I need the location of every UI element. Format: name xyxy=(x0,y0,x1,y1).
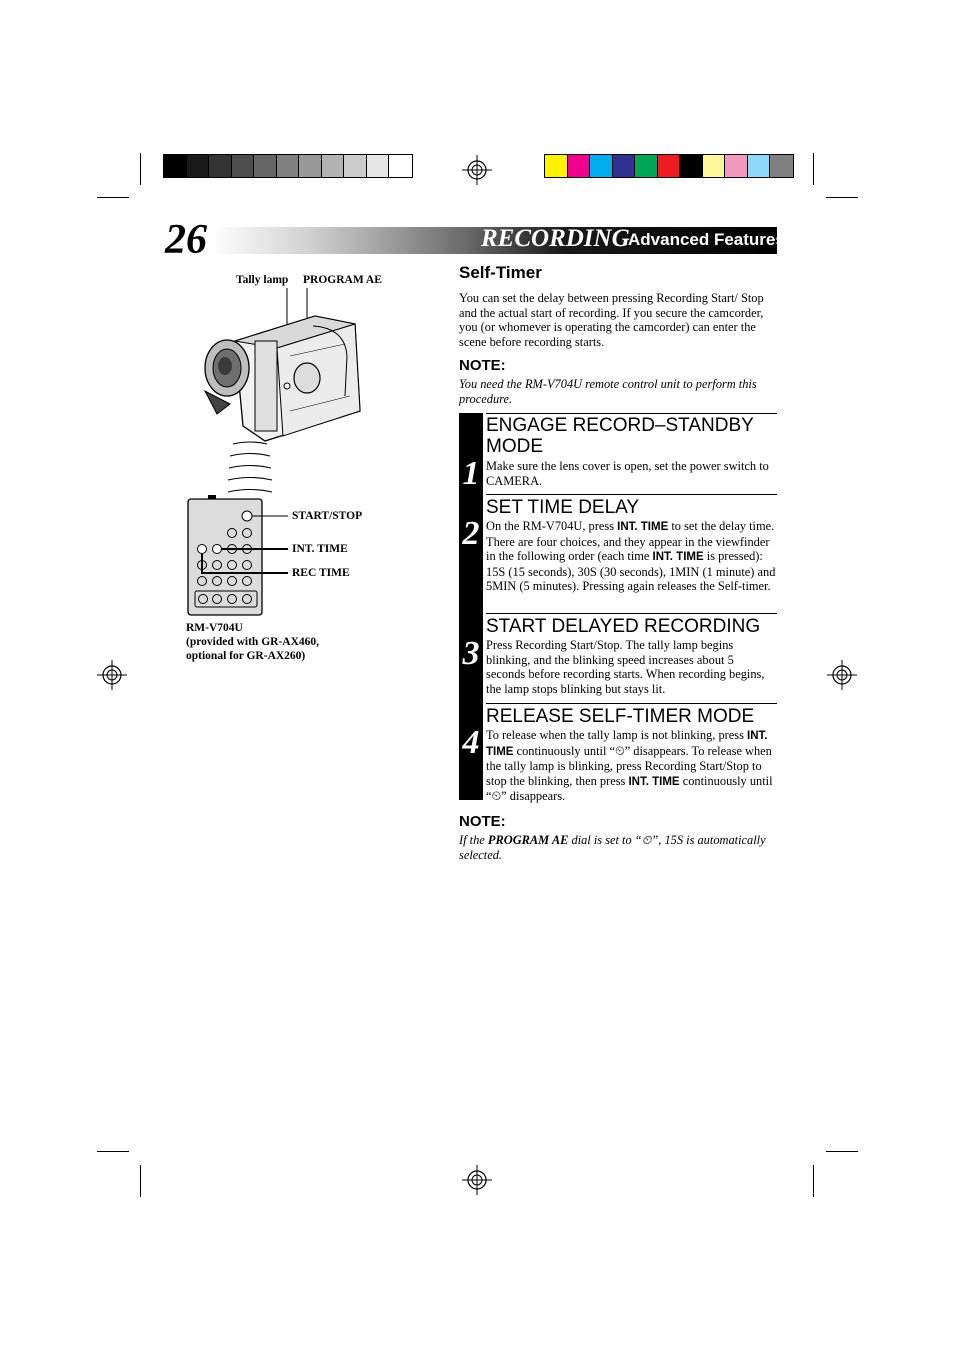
crop-mark xyxy=(813,153,814,185)
color-swatch xyxy=(770,155,793,177)
chapter-subtitle: Advanced Features xyxy=(628,230,785,249)
registration-target-icon xyxy=(462,155,492,185)
infrared-signal-icon xyxy=(225,438,275,498)
step-divider xyxy=(486,413,777,414)
crop-mark xyxy=(97,1151,129,1152)
int-time-key: INT. TIME xyxy=(617,521,669,533)
gray-swatch xyxy=(232,155,255,177)
color-swatch xyxy=(590,155,613,177)
step-title: SET TIME DELAY xyxy=(486,497,640,518)
crop-mark xyxy=(826,1151,858,1152)
remote-note-line2: optional for GR-AX260) xyxy=(186,650,306,662)
self-timer-icon: ⏲ xyxy=(641,833,652,847)
color-swatch xyxy=(658,155,681,177)
remote-model-label: RM-V704U xyxy=(186,622,243,634)
note-text: You need the RM-V704U remote control unit to perform this procedure. xyxy=(459,377,757,406)
step-number: 1 xyxy=(462,455,480,492)
step-text: Press Recording Start/Stop. The tally lamp begins blinking, and the blinking speed increases about 5 seconds before recording starts. When recording begins, the lamp stops blinking but stays lit. xyxy=(486,638,765,696)
gray-swatch xyxy=(277,155,300,177)
chapter-title: RECORDING xyxy=(481,225,630,252)
int-time-key: INT. TIME xyxy=(628,775,680,788)
gray-swatch xyxy=(367,155,390,177)
step-title-line: ENGAGE RECORD–STANDBY xyxy=(486,415,754,436)
step-divider xyxy=(486,703,777,704)
crop-mark xyxy=(140,1165,141,1197)
color-calibration-bar xyxy=(544,154,794,178)
step-text: Make sure the lens cover is open, set the power switch to CAMERA. xyxy=(486,459,769,488)
gray-swatch xyxy=(209,155,232,177)
int-time-label: INT. TIME xyxy=(292,543,348,555)
registration-target-icon xyxy=(827,660,857,690)
camcorder-illustration xyxy=(195,286,370,451)
step-number: 3 xyxy=(462,635,480,672)
color-swatch xyxy=(635,155,658,177)
gray-swatch xyxy=(344,155,367,177)
step-text: To release when the tally lamp is not blinking, press INT. TIME continuously until “⏲” disappears. To release when the tally lamp is blinking, press Recording Start/Stop to stop the blinking, then press INT. TIME continuously until “⏲” disappears. xyxy=(486,728,773,803)
color-swatch xyxy=(545,155,568,177)
color-swatch xyxy=(748,155,771,177)
step-number: 4 xyxy=(462,724,480,761)
note-label: NOTE: xyxy=(459,357,506,374)
step-text: On the RM-V704U, press INT. TIME to set the delay time. There are four choices, and they appear in the viewfinder in the following order (each time INT. TIME is pressed): 15S (15 seconds), 30S (30 seconds), 1MIN (1 minute) and 5MIN (5 minutes). Pressing again releases the Self-timer. xyxy=(486,519,776,593)
gray-swatch xyxy=(187,155,210,177)
program-ae-label: PROGRAM AE xyxy=(303,274,382,286)
color-swatch xyxy=(680,155,703,177)
crop-mark xyxy=(826,197,858,198)
program-ae-term: PROGRAM AE xyxy=(487,833,569,847)
color-swatch xyxy=(725,155,748,177)
page-number: 26 xyxy=(165,217,207,263)
note-text: If the PROGRAM AE dial is set to “⏲”, 15S is automatically selected. xyxy=(459,833,766,862)
crop-mark xyxy=(140,153,141,185)
crop-mark xyxy=(813,1165,814,1197)
int-time-key: INT. TIME xyxy=(486,730,768,758)
self-timer-icon: ⏲ xyxy=(491,789,502,803)
gray-swatch xyxy=(164,155,187,177)
step-divider xyxy=(486,494,777,495)
grayscale-calibration-bar xyxy=(163,154,413,178)
remote-note-line1: (provided with GR-AX460, xyxy=(186,636,320,648)
step-title: START DELAYED RECORDING xyxy=(486,616,761,637)
gray-swatch xyxy=(389,155,412,177)
intro-paragraph: You can set the delay between pressing Recording Start/ Stop and the actual start of recording. If you secure the camcorder, you (or whomever is operating the camcorder) can enter the scene before recording starts. xyxy=(459,291,764,349)
start-stop-label: START/STOP xyxy=(292,510,363,522)
section-title: Self-Timer xyxy=(459,263,542,282)
self-timer-icon: ⏲ xyxy=(615,743,625,758)
step-title-line: MODE xyxy=(486,436,543,457)
registration-target-icon xyxy=(462,1165,492,1195)
step-title xyxy=(486,415,776,457)
color-swatch xyxy=(613,155,636,177)
tally-lamp-label: Tally lamp xyxy=(236,274,289,286)
gray-swatch xyxy=(254,155,277,177)
color-swatch xyxy=(703,155,726,177)
step-number: 2 xyxy=(462,515,480,552)
step-title: RELEASE SELF-TIMER MODE xyxy=(486,706,755,727)
rec-time-label: REC TIME xyxy=(292,567,350,579)
crop-mark xyxy=(97,197,129,198)
step-divider xyxy=(486,613,777,614)
int-time-key: INT. TIME xyxy=(652,551,704,563)
color-swatch xyxy=(568,155,591,177)
gray-swatch xyxy=(322,155,345,177)
registration-target-icon xyxy=(97,660,127,690)
gray-swatch xyxy=(299,155,322,177)
note-label: NOTE: xyxy=(459,813,506,830)
